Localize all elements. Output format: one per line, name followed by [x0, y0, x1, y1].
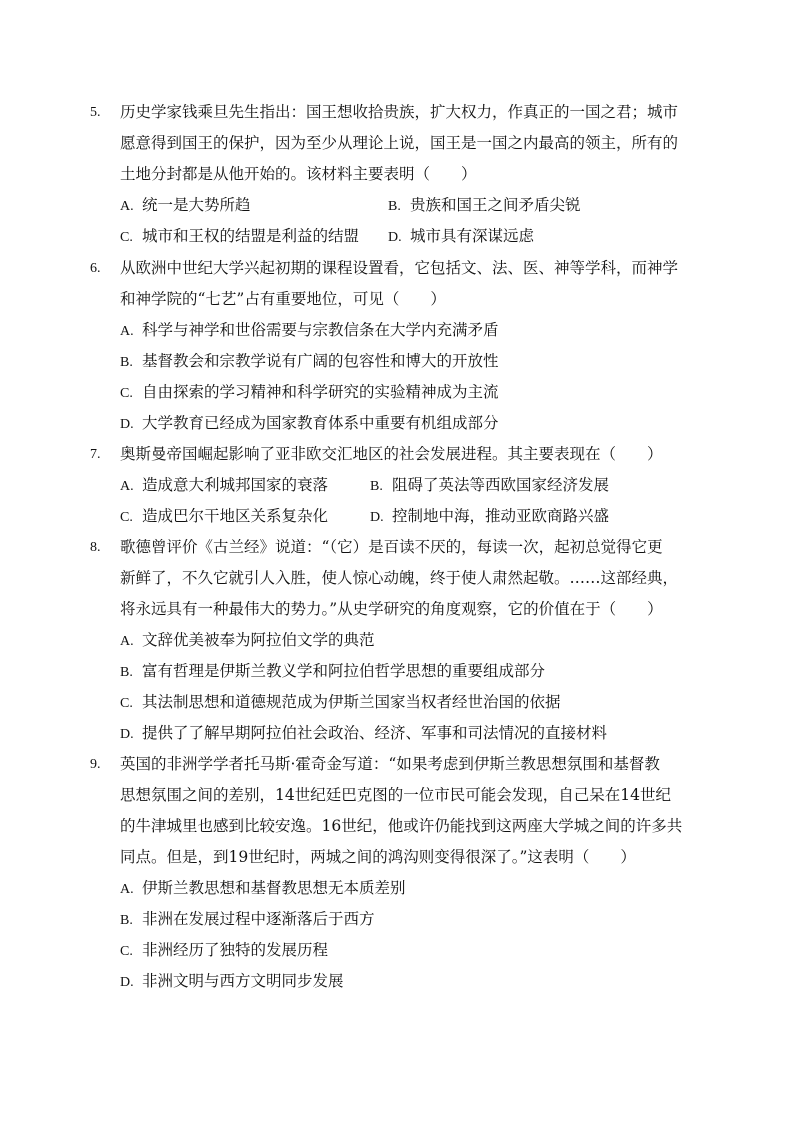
option-text: 自由探索的学习精神和科学研究的实验精神成为主流: [142, 383, 499, 401]
option-letter: B.: [120, 913, 133, 928]
question-stem-line: 奥斯曼帝国崛起影响了亚非欧交汇地区的社会发展进程。其主要表现在（ ）: [120, 445, 663, 463]
option-text: 非洲文明与西方文明同步发展: [142, 972, 344, 990]
option-text: 科学与神学和世俗需要与宗教信条在大学内充满矛盾: [142, 321, 499, 339]
question-stem-line: 英国的非洲学学者托马斯·霍奇金写道：“如果考虑到伊斯兰教思想氛围和基督教: [120, 755, 660, 773]
option-text: 提供了了解早期阿拉伯社会政治、经济、军事和司法情况的直接材料: [142, 724, 608, 742]
option-a: [120, 470, 328, 501]
option-text: 基督教会和宗教学说有广阔的包容性和博大的开放性: [142, 352, 499, 370]
option-text: 造成巴尔干地区关系复杂化: [142, 507, 329, 525]
option-letter: A.: [120, 324, 134, 339]
question-stem-line: 将永远具有一种最伟大的势力。”从史学研究的角度观察，它的价值在于（ ）: [120, 600, 663, 618]
option-text: 统一是大势所趋: [142, 196, 251, 214]
option-text: 非洲在发展过程中逐渐落后于西方: [142, 910, 375, 928]
option-letter: B.: [370, 479, 383, 494]
question-stem-line: 歌德曾评价《古兰经》说道：“（它）是百读不厌的，每读一次，起初总觉得它更: [120, 538, 663, 556]
option-letter: C.: [120, 510, 133, 525]
option-text: 大学教育已经成为国家教育体系中重要有机组成部分: [142, 414, 499, 432]
option-b: [370, 470, 609, 501]
question-stem-line: 和神学院的“七艺”占有重要地位，可见（ ）: [120, 290, 446, 308]
question-stem-line: 土地分封都是从他开始的。该材料主要表明（ ）: [120, 165, 477, 183]
option-text: 非洲经历了独特的发展历程: [142, 941, 329, 959]
option-b: [120, 904, 375, 935]
question-number: 5.: [90, 105, 101, 120]
option-text: 伊斯兰教思想和基督教思想无本质差别: [142, 879, 406, 897]
option-letter: D.: [120, 417, 134, 432]
option-d: [370, 501, 609, 532]
option-letter: C.: [120, 944, 133, 959]
option-a: [120, 873, 406, 904]
option-letter: C.: [120, 696, 133, 711]
option-d: [388, 221, 534, 252]
question-stem-line: 的牛津城里也感到比较安逸。16世纪，他或许仍能找到这两座大学城之间的许多共: [120, 817, 683, 835]
question-stem-line: 新鲜了，不久它就引人入胜，使人惊心动魄，终于使人肃然起敬。……这部经典，: [120, 569, 679, 587]
option-letter: A.: [120, 634, 134, 649]
question-stem-line: 愿意得到国王的保护，因为至少从理论上说，国王是一国之内最高的领主，所有的: [120, 134, 679, 152]
option-letter: D.: [388, 230, 402, 245]
option-text: 富有哲理是伊斯兰教义学和阿拉伯哲学思想的重要组成部分: [142, 662, 546, 680]
option-d: [120, 718, 607, 749]
option-c: [120, 687, 561, 718]
question-number: 8.: [90, 540, 101, 555]
option-text: 贵族和国王之间矛盾尖锐: [410, 196, 581, 214]
option-c: [120, 377, 499, 408]
question-stem-line: 思想氛围之间的差别，14世纪廷巴克图的一位市民可能会发现，自己呆在14世纪: [120, 786, 671, 804]
option-letter: D.: [370, 510, 384, 525]
question-number: 9.: [90, 757, 101, 772]
option-letter: B.: [120, 355, 133, 370]
option-a: [120, 315, 499, 346]
option-text: 控制地中海，推动亚欧商路兴盛: [392, 507, 610, 525]
option-letter: D.: [120, 727, 134, 742]
option-text: 阻碍了英法等西欧国家经济发展: [392, 476, 610, 494]
option-b: [120, 346, 499, 377]
option-text: 城市具有深谋远虑: [410, 227, 535, 245]
option-d: [120, 408, 499, 439]
option-letter: D.: [120, 975, 134, 990]
option-letter: C.: [120, 386, 133, 401]
option-c: [120, 935, 328, 966]
option-letter: A.: [120, 199, 134, 214]
question-number: 6.: [90, 261, 101, 276]
question-stem-line: 历史学家钱乘旦先生指出：国王想收拾贵族，扩大权力，作真正的一国之君；城市: [120, 103, 679, 121]
option-a: [120, 190, 251, 221]
option-letter: B.: [388, 199, 401, 214]
option-text: 造成意大利城邦国家的衰落: [142, 476, 329, 494]
option-c: [120, 221, 359, 252]
option-text: 城市和王权的结盟是利益的结盟: [142, 227, 360, 245]
option-text: 其法制思想和道德规范成为伊斯兰国家当权者经世治国的依据: [142, 693, 561, 711]
option-b: [120, 656, 545, 687]
option-letter: A.: [120, 479, 134, 494]
option-letter: C.: [120, 230, 133, 245]
option-text: 文辞优美被奉为阿拉伯文学的典范: [142, 631, 375, 649]
question-stem-line: 同点。但是，到19世纪时，两城之间的鸿沟则变得很深了。”这表明（ ）: [120, 848, 636, 866]
option-b: [388, 190, 581, 221]
option-letter: A.: [120, 882, 134, 897]
option-letter: B.: [120, 665, 133, 680]
option-c: [120, 501, 328, 532]
option-a: [120, 625, 375, 656]
question-number: 7.: [90, 447, 101, 462]
option-d: [120, 966, 344, 997]
question-stem-line: 从欧洲中世纪大学兴起初期的课程设置看，它包括文、法、医、神等学科，而神学: [120, 259, 679, 277]
